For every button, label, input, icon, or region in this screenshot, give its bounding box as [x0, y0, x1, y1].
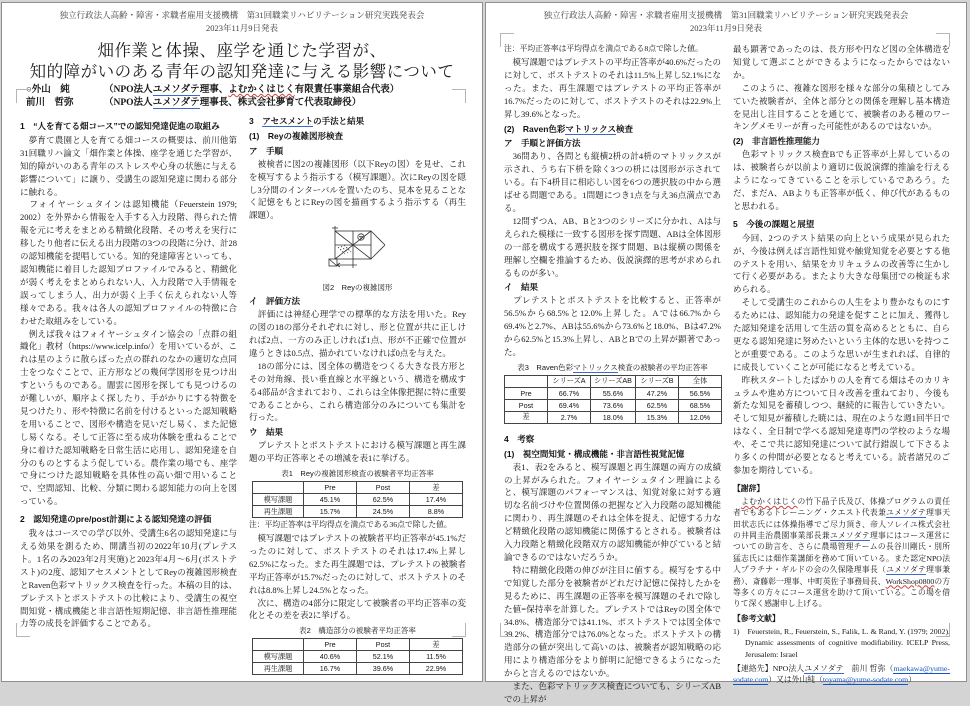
section-heading-1: 1 “人を育てる畑コース”での認知発達促進の取組み	[20, 121, 220, 131]
cell: 69.4%	[548, 399, 591, 411]
body-paragraph: 模写課題ではプレテストの被験者平均正答率が45.1%だったのに対して、ポストテストのそれは17.4%上昇し62.5%になった。また再生課題では、プレテストの被験者平均正答率が15.7%だったのに対して、ポストテストのそれは8.8%上昇し24.5%となった。	[249, 533, 466, 595]
body-paragraph: このように、複雑な図形を様々な部分の集積としてみていた被験者が、全体と部分との関係を理解し基本構造を見出し注目することを通じて、被験者のある種のワーキングメモリーが育った可能性があるのではないか。	[733, 82, 950, 132]
subsection-heading: (2) 非言語性推理能力	[733, 136, 820, 147]
cell: 11.5%	[410, 651, 463, 663]
cell: Post	[505, 399, 548, 411]
body-paragraph: 評価には神経心理学での標準的な方法を用いた。Reyの図の18の部分それぞれに対し、形と位置が共に正しければ2点、一方のみ正しければ1点、形が不正確で位置が違うときは0.5点、描かれていなければ0点を与えた。	[249, 309, 466, 358]
cell: 模写課題	[253, 651, 304, 663]
page1-column-2	[249, 115, 466, 676]
body-paragraph: プレテストとポストテストを比較すると、正答率が56.5%から68.5%と12.0%上昇した。Aでは66.7%から69.4%と2.7%、ABは55.6%から73.6%と18.0%、Bは47.2%から62.5%と15.3%上昇し、ABとBでの上昇が顕著であった。	[504, 295, 721, 357]
table-2	[252, 638, 463, 675]
cell	[505, 375, 548, 387]
body-paragraph: 12問ずつA、AB、Bと3つのシリーズに分かれ、Aは与えられた模様に一致する図形を探す問題、ABは全体図形の一部を構成する選択肢を探す問題、Bは縦横の関係を理解し空欄を推論するため、仮説演繹的思考が求められるものが多い。	[504, 215, 721, 278]
author-row	[20, 97, 464, 110]
author-name: 前川 哲弥	[26, 98, 74, 108]
body-paragraph: そして受講生のこれからの人生をより豊かなものにするためには、認知能力の発達を促すことに加え、獲得した認知発達を活用して生活の質を高めるとともに、自ら更なる認知発達に努めたいという主体的な思いを持つことが重要である。このような思いが生まれれば、自律的に成長していくことが可能になると考えている。	[733, 297, 950, 372]
page-header	[504, 9, 948, 35]
contact-line[interactable]: 【連絡先】NPO法人ユメソダテ 前川 哲弥（maekawa@yume-sodate.com）又は外山純（toyama@yume-sodate.com）	[733, 664, 950, 685]
subsection-heading: イ 評価方法	[249, 296, 301, 307]
cell: 8.8%	[410, 506, 463, 518]
section-heading-2: 2 認知発達のpre/post計測による認知発達の評価	[20, 514, 212, 525]
table3-caption: 表3 Raven色彩マトリックス検査の被験者の平均正答率	[517, 362, 708, 372]
body-paragraph: フォイヤーシュタインは認知機能（Feuerstein 1979; 2002）を外界から情報を入手する入力段階、得られた情報を元に考えをまとめる精緻化段階、その考えを実行に移したり他者に伝える出力段階の3つの段階に分け、計28の認知機能を提唱している。知的発達障害といっても、認知機能に着目した認知プロファイルでみると、精緻化が弱く考えをまとめられない人、入力段階で入手情報を誤ってしまう人、出力が弱く上手く伝えられない人等様々である。我々は各人の認知プロファイルの特徴に合わせた取組みをしている。	[20, 199, 237, 326]
table1-caption: 表1 Reyの複雑図形検査の被験者平均正答率	[281, 469, 434, 479]
body-paragraph: 被検者に図2の複雑図形（以下Reyの図）を見せ、これを模写するよう指示する（模写課題）。次にReyの図を隠し3分間のインターバルを置いたのち、見本を見ることなく記憶をもとにReyの図を描画するよう指示する（再生課題）。	[249, 158, 466, 221]
author-row	[20, 84, 464, 97]
section-heading-5: 5 今後の課題と展望	[733, 218, 815, 229]
cell: 62.5%	[635, 399, 678, 411]
body-paragraph: 例えば我々はフォイヤーシュタイン協会の「点群の組織化」教材（https://www.icelp.info/）を用いているが、これは星のように散らばった点の群れのなかの適切な点同士をつなぐことで、正方形などの幾何学図形を見つけ出すというものである。闇雲に図形を探しても見つけるのが難しいが、順序よく探したり、手がかりにする特徴を見つけたり、形や特徴に名前を付けるといった認知戦略を用いることで、図形や構造を見いだし易く、また記憶し易くなる。そして正答に至る成功体験を重ねることで身に着けた認知戦略を日常生活に応用し、認知発達を自分のものとするよう促している。農作業の場でも、座学で身につけた認知戦略を具体性の高い畑で用いることで、空間認知、比較、分類に関わる認知能力の向上を図っている。	[20, 328, 237, 507]
cell: 52.1%	[357, 651, 410, 663]
cell: 15.3%	[635, 411, 678, 423]
presentation-date: 2023年11月9日発表	[690, 23, 762, 33]
cell: 47.2%	[635, 387, 678, 399]
acknowledgements-heading: 【謝辞】	[733, 483, 765, 493]
page-2	[485, 2, 967, 704]
body-paragraph: 18の部分には、図全体の構造をつくる大きな長方形とその対角線、長い垂直線と水平線という、構造を構成する4部品が含まれており、これらは全体像把握に特に重要であることから、これら構造部分のみについても集計を行った。	[249, 360, 466, 423]
cell: 39.6%	[357, 663, 410, 675]
conference-name: 独立行政法人高齢・障害・求職者雇用支援機構 第31回職業リハビリテーション研究実践発表会	[543, 10, 909, 20]
cell: 22.9%	[410, 663, 463, 675]
presentation-date: 2023年11月9日発表	[206, 23, 278, 33]
cell: 16.7%	[304, 663, 357, 675]
subsection-heading: イ 結果	[504, 282, 539, 293]
paper-title-line1: 畑作業と体操、座学を通じた学習が、	[97, 41, 387, 60]
body-paragraph: 昨秋スタートしたばかりの人を育てる畑はそのカリキュラムや進め方について日々改善を重ねており、今後も新たな知見を蓄積しつつ、継続的に報告していきたい。そして知見が蓄積した暁には、現在のような週1回半日ではなく、全日制で学べる認知発達専門の学校のような場や、そこで共に認知発達について試行錯誤して下さるより多くの仲間が必要となると考えている。読者諸兄のご参加を期待している。	[733, 374, 950, 475]
figure-2	[249, 224, 466, 293]
cell: 56.5%	[678, 387, 721, 399]
cell: シリーズAB	[591, 375, 636, 387]
cell: 差	[410, 639, 463, 651]
cell: 再生課題	[253, 506, 304, 518]
cell: 68.5%	[678, 399, 721, 411]
subsection-heading: ア 手順と評価方法	[504, 138, 581, 149]
conference-name: 独立行政法人高齢・障害・求職者雇用支援機構 第31回職業リハビリテーション研究実践発表会	[59, 10, 425, 20]
paper-title-line2: 知的障がいのある青年の認知発達に与える影響について	[29, 62, 455, 81]
body-paragraph: 表1、表2をみると、模写課題と再生課題の両方の成績の上昇がみられた。フォイヤーシュタイン理論によると、模写課題のパフォーマンスは、知覚対象に対する適切な名前づけや位置関係の把握など入力段階の認知機能に関わり、再生課題のそれは全体を捉え、記憶する力など精緻化段階の認知機能に関係するとされる。被験者は入力段階と精緻化段階双方の認知機能が伸びていると結論できるのではないだろうか。	[504, 461, 721, 562]
cell: 再生課題	[253, 663, 304, 675]
cell: Pre	[505, 387, 548, 399]
body-paragraph: プレテストとポストテストにおける模写課題と再生課題の平均正答率とその増減を表1に挙げる。	[249, 440, 466, 464]
subsection-heading: ウ 結果	[249, 427, 284, 438]
references-heading: 【参考文献】	[733, 613, 780, 623]
cell: 18.0%	[591, 411, 636, 423]
cell: シリーズB	[635, 375, 678, 387]
cell: 17.4%	[410, 494, 463, 506]
section-heading-4: 4 考察	[504, 433, 535, 444]
cell: Pre	[304, 639, 357, 651]
figure-caption: 図2 Reyの複雑図形	[322, 283, 393, 293]
cell	[253, 482, 304, 494]
table2-caption: 表2 構造部分の被験者平均正答率	[299, 626, 416, 636]
cell: Post	[357, 482, 410, 494]
cell: 24.5%	[357, 506, 410, 518]
body-paragraph: 36問あり、各問とも縦横2枡の計4枡のマトリックスが示され、うち右下枡を除く3つの枡には図形が示されている。右下4枡目に相応しい図を6つの選択肢の中から選ばせる問題である。1問題につき1点を与え36点満点である。	[504, 151, 721, 213]
body-paragraph: 最も顕著であったのは、長方形や円など図の全体構造を知覚して選ぶことができるようになったからではないか。	[733, 44, 950, 80]
author-affiliation: （NPO法人ユメソダテ理事長、株式会社夢育て代表取締役）	[104, 98, 362, 108]
table-3	[504, 375, 722, 424]
cell: 55.6%	[591, 387, 636, 399]
cell: シリーズA	[548, 375, 591, 387]
body-paragraph: 模写課題ではプレテストの平均正答率が40.6%だったのに対して、ポストテストのそれは11.5%上昇し52.1%になった。また、再生課題ではプレテストの平均正答率が16.7%だったのに対して、ポストテストのそれは22.9%上昇し39.6%となった。	[504, 57, 721, 119]
subsection-heading: (1) 視空間知覚・構成機能・非言語性視覚記憶	[504, 448, 685, 459]
cell: 12.0%	[678, 411, 721, 423]
cell: 15.7%	[304, 506, 357, 518]
acknowledgements-paragraph: よむかくはじくの竹下晶子氏及び、体操プログラムの責任者でもあるトレーニング・クエスト代表兼ユメソダテ理事天田状志氏には体操指導でご尽力頂き、帝人ソレイユ株式会社の井岡圭治農園事業部長兼ユメソダテ理事にはコース運営についての助言を、さらに農場管理チームの長谷川剛氏・別所猛志氏には畑作業講師を務めて頂いている。また認定NPO法人プラチナ・ギルドの会の久保隆理事長（ユメソダテ理事兼務）、斎藤彰一理事、中町英佐子事務局長、WorkShop0800の方等多くの方々にコース運営を助けて頂いている。この場を借りて深く感謝申し上げる。	[733, 496, 951, 609]
cell: 差	[505, 411, 548, 423]
page-header	[20, 9, 464, 35]
cell: 2.7%	[548, 411, 591, 423]
cell: 40.6%	[304, 651, 357, 663]
page2-column-2	[733, 43, 950, 706]
table-1	[252, 481, 463, 518]
cell: 62.5%	[357, 494, 410, 506]
cell: 45.1%	[304, 494, 357, 506]
table2-note: 注：平均正答率は平均得点を満点である8点で除した値。	[504, 44, 703, 53]
rey-complex-figure-image	[325, 224, 391, 274]
page-1	[1, 2, 483, 682]
paper-title	[20, 40, 464, 82]
body-paragraph: また、色彩マトリックス検査についても、シリーズABでの上昇が	[504, 681, 721, 704]
cell: 66.7%	[548, 387, 591, 399]
subsection-heading: (1) Reyの複雑図形検査	[249, 130, 343, 141]
body-paragraph: 色彩マトリックス検査Bでも正答率が上昇しているのは、被験者らが以前より適切に仮説演繹的推論を行えるようになってきていることを示しているであろう。ただ、まだA、ABよりも正答率が低く、伸び代があるものと思われる。	[733, 149, 950, 211]
subsection-heading: ア 手順	[249, 145, 284, 156]
cell: 73.6%	[591, 399, 636, 411]
body-paragraph: 次に、構造の4部分に限定して被験者の平均正答率の変化とその差を表2に挙げる。	[249, 597, 466, 621]
table1-note: 注：平均正答率は平均得点を満点である36点で除した値。	[249, 520, 452, 530]
body-paragraph: 特に精緻化段階の伸びが注目に値する。模写をする中で知覚した部分を被験者がどれだけ記憶に保持したかを見るために、再生課題の正答率を模写課題のそれで除した値=保持率を計算した。プレテストではReyの図全体で34.8%、構造部分では41.1%、ポストテストでは図全体で39.2%、構造部分では76.0%となった。ポストテストの構造部分の値が突出して高いのは、被験者が認知戦略の応用により構造部分をより鮮明に記憶できるようになったからと言えるのではないか。	[504, 564, 721, 679]
cell: Pre	[304, 482, 357, 494]
authors-block	[20, 84, 464, 110]
cell	[253, 639, 304, 651]
author-affiliation: （NPO法人ユメソダテ理事、よむかくはじく有限責任事業組合代表）	[104, 85, 400, 95]
cell: 模写課題	[253, 494, 304, 506]
cell: Post	[357, 639, 410, 651]
page2-column-1	[504, 43, 721, 706]
author-name: ○外山 純	[26, 85, 70, 95]
section-heading-3: 3 アセスメントの手法と結果	[249, 116, 365, 126]
body-paragraph: 今回、2つのテスト結果の向上という成果が見られたが、今後は例えば言語性知覚や触覚知覚を必要とする他のテストを用い、結果をカリキュラムの改善等に生かして行く必要がある。またより大きな母集団での検証も求められる。	[733, 232, 950, 295]
reference-item: 1) Feuerstein, R., Feuerstein, S., Falik, L. & Rand, Y. (1979; 2002). Dynamic assessments of cognitive modifiability. ICELP Press, Jerusalem: Israel	[733, 626, 950, 659]
page1-column-1	[20, 115, 237, 676]
body-paragraph: 夢育て農園と人を育てる畑コースの概要は、前川他第31回職リハ論文「畑作業と体操、座学を通じた学習が、知的障がいのある青年のストレスや心身の状態に与える影響について」に譲り、受講生の認知発達に関わる部分に触れる。	[20, 134, 237, 197]
cell: 差	[410, 482, 463, 494]
subsection-heading: (2) Raven色彩マトリックス検査	[504, 123, 633, 134]
cell: 全体	[678, 375, 721, 387]
body-paragraph: 我々はコースでの学び以外、受講生6名の認知発達に与える効果を測るため、開講当初の2022年10月(プレテスト。1名のみ2023年2月実施)と2023年4月～6月(ポストテスト)の2度、認知アセスメントとしてReyの複雑図形検査とRaven色彩マトリックス検査を行った。本稿の目的は、プレテストとポストテストの比較により、受講生の視空間知覚・構成機能と非言語性短期記憶、非言語性推理能力等の成長を評価することである。	[20, 528, 237, 629]
